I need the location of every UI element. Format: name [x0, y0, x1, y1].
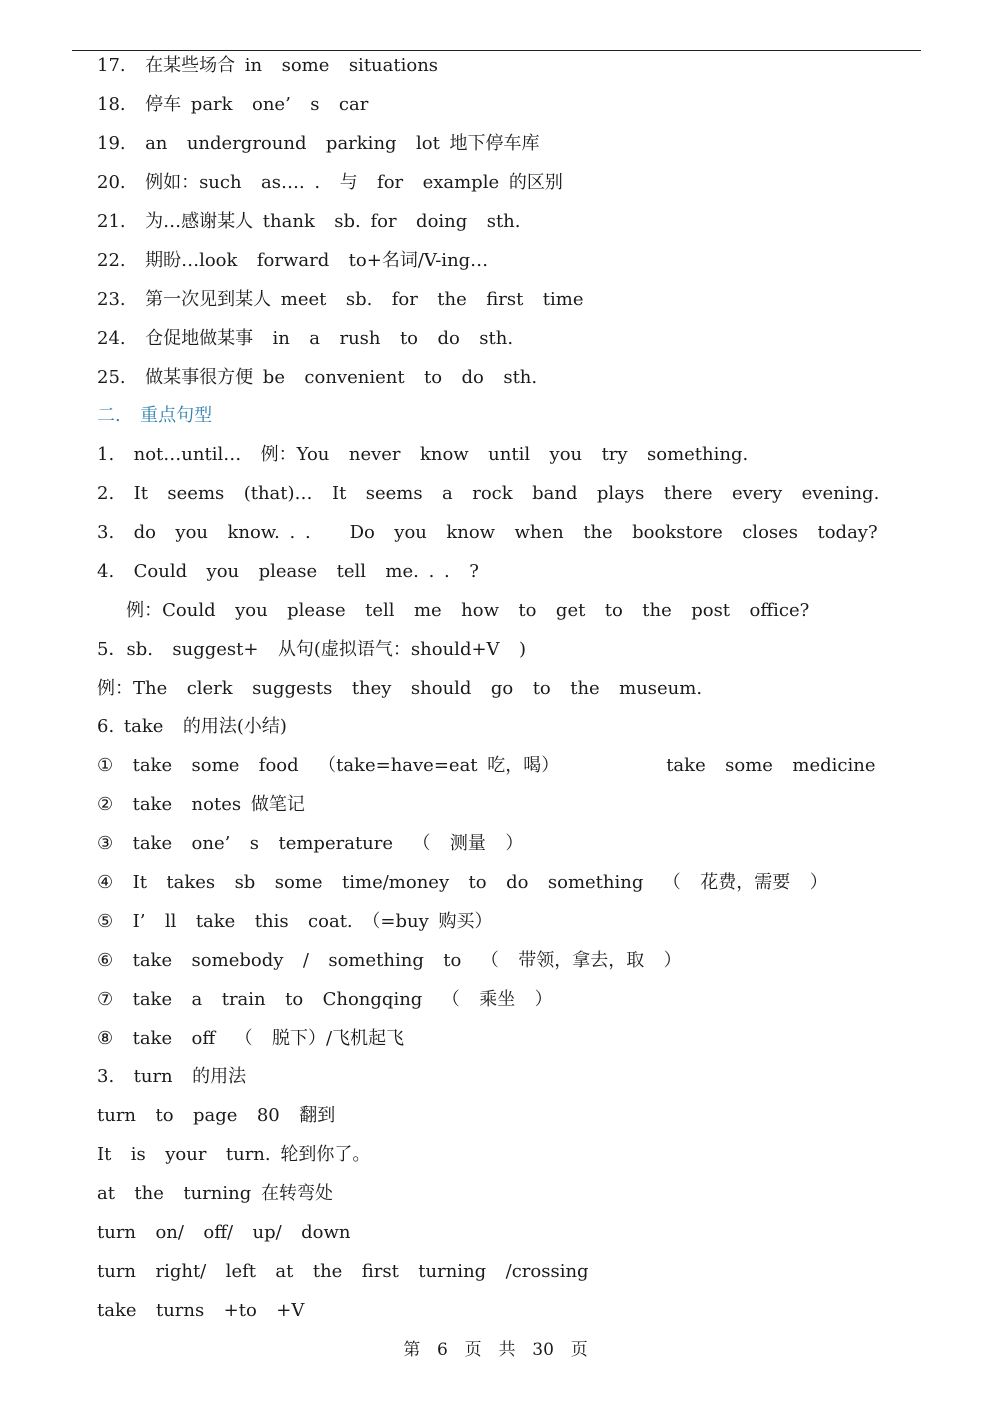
take-usage-4: ④ It takes sb some time/money to do something （ 花费，需要 ） [97, 872, 828, 893]
take-usage-6: ⑥ take somebody / something to （ 带领，拿去，取 ） [97, 950, 682, 971]
turn-usage-heading: 3. turn 的用法 [97, 1066, 247, 1087]
turn-usage-5: turn right/ left at the first turning /crossing [97, 1261, 589, 1282]
sentence-pattern-4: 4. Could you please tell me. . . ? [97, 561, 479, 582]
take-usage-2: ② take notes 做笔记 [97, 794, 305, 815]
page-number-footer: 第 6 页 共 30 页 [403, 1340, 588, 1360]
sentence-pattern-2: 2. It seems (that)… It seems a rock band plays there every evening. [97, 483, 880, 504]
vocab-item-18: 18. 停车 park one’ s car [97, 94, 369, 115]
vocab-item-19: 19. an underground parking lot 地下停车库 [97, 133, 540, 154]
vocab-item-20: 20. 例如：such as…. . 与 for example 的区别 [97, 172, 563, 193]
turn-usage-6: take turns +to +V [97, 1300, 305, 1321]
turn-usage-4: turn on/ off/ up/ down [97, 1222, 351, 1243]
sentence-example-4: 例：Could you please tell me how to get to the post office? [97, 600, 810, 621]
vocab-item-22: 22. 期盼…look forward to+名词/V-ing… [97, 250, 489, 271]
vocab-item-25: 25. 做某事很方便 be convenient to do sth. [97, 367, 538, 388]
turn-usage-1: turn to page 80 翻到 [97, 1105, 336, 1126]
take-usage-8: ⑧ take off （ 脱下）/飞机起飞 [97, 1028, 405, 1049]
turn-usage-3: at the turning 在转弯处 [97, 1183, 333, 1204]
take-usage-1: ① take some food （take=have=eat 吃，喝） take some medicine [97, 755, 876, 776]
sentence-pattern-5: 5．sb. suggest+ 从句(虚拟语气：should+V ) [97, 639, 527, 660]
vocab-item-24: 24. 仓促地做某事 in a rush to do sth. [97, 328, 514, 349]
section-heading: 二. 重点句型 [97, 405, 213, 426]
sentence-pattern-1: 1. not…until… 例：You never know until you try something. [97, 444, 749, 465]
vocab-item-23: 23. 第一次见到某人 meet sb. for the first time [97, 289, 584, 310]
sentence-pattern-3: 3. do you know. . . Do you know when the bookstore closes today? [97, 522, 878, 543]
header-rule [72, 50, 921, 51]
sentence-example-5: 例：The clerk suggests they should go to the museum. [97, 678, 703, 699]
vocab-item-21: 21. 为…感谢某人 thank sb. for doing sth. [97, 211, 521, 232]
take-usage-3: ③ take one’ s temperature （ 测量 ） [97, 833, 524, 854]
take-usage-heading: 6. take 的用法(小结) [97, 716, 287, 737]
take-usage-7: ⑦ take a train to Chongqing （ 乘坐 ） [97, 989, 553, 1010]
take-usage-5: ⑤ I’ ll take this coat. （=buy 购买） [97, 911, 493, 932]
turn-usage-2: It is your turn. 轮到你了。 [97, 1144, 371, 1165]
vocab-item-17: 17. 在某些场合 in some situations [97, 55, 439, 76]
